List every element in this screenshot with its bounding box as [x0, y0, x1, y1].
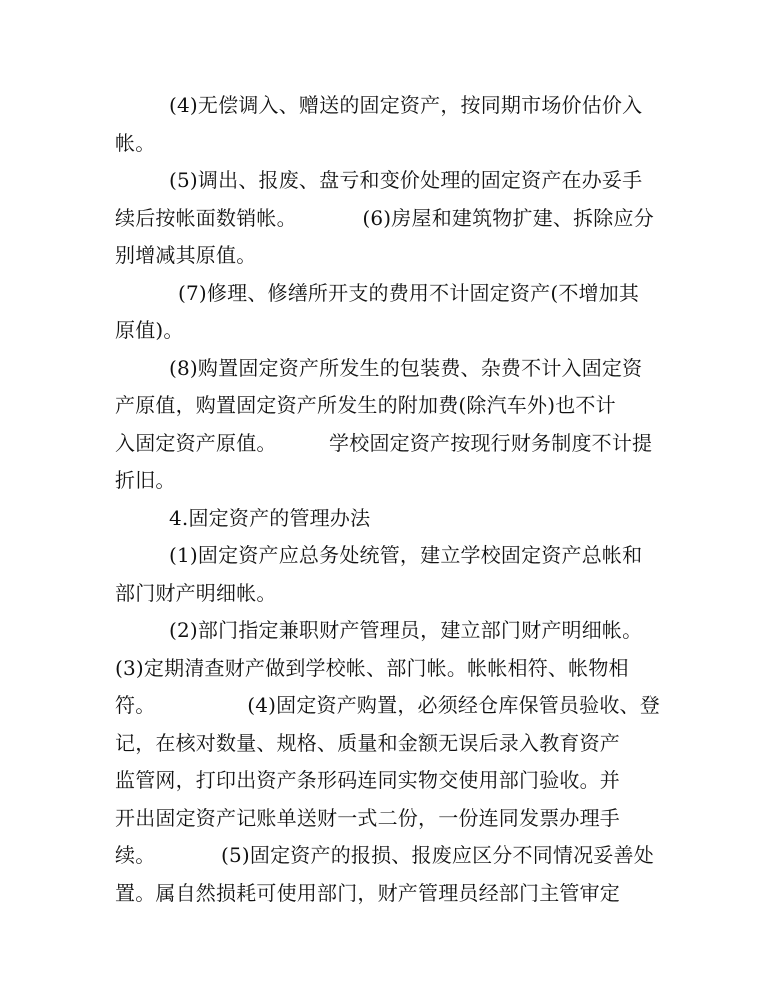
text-line: 记，在核对数量、规格、质量和金额无误后录入教育资产 — [115, 731, 620, 755]
text-line: 原值)。 — [115, 318, 184, 342]
text-line: 别增减其原值。 — [115, 243, 257, 267]
text-line: 置。属自然损耗可使用部门，财产管理员经部门主管审定 — [115, 881, 620, 905]
text-line: (7)修理、修缮所开支的费用不计固定资产(不增加其 — [178, 281, 640, 305]
text-line: 续后按帐面数销帐。 (6)房屋和建筑物扩建、拆除应分 — [115, 206, 654, 230]
text-line: 产原值，购置固定资产所发生的附加费(除汽车外)也不计 — [115, 393, 616, 417]
text-line: 监管网，打印出资产条形码连同实物交使用部门验收。并 — [115, 768, 620, 792]
text-line: (4)无偿调入、赠送的固定资产，按同期市场价估价入 — [169, 93, 643, 117]
text-line: 入固定资产原值。 学校固定资产按现行财务制度不计提 — [115, 431, 653, 455]
text-line: (1)固定资产应总务处统管，建立学校固定资产总帐和 — [169, 543, 643, 567]
text-line: (8)购置固定资产所发生的包装费、杂费不计入固定资 — [169, 356, 643, 380]
text-line: (2)部门指定兼职财产管理员，建立部门财产明细帐。 — [169, 618, 643, 642]
text-line: 部门财产明细帐。 — [115, 581, 277, 605]
text-line: 折旧。 — [115, 468, 176, 492]
text-line: 帐。 — [115, 131, 156, 155]
text-line: 符。 (4)固定资产购置，必须经仓库保管员验收、登 — [115, 693, 660, 717]
text-line: 开出固定资产记账单送财一式二份，一份连同发票办理手 — [115, 806, 620, 830]
text-line: 续。 (5)固定资产的报损、报废应区分不同情况妥善处 — [115, 843, 654, 867]
section-heading: 4.固定资产的管理办法 — [169, 506, 371, 530]
text-line: (3)定期清查财产做到学校帐、部门帐。帐帐相符、帐物相 — [115, 656, 629, 680]
text-line: (5)调出、报废、盘亏和变价处理的固定资产在办妥手 — [169, 168, 643, 192]
